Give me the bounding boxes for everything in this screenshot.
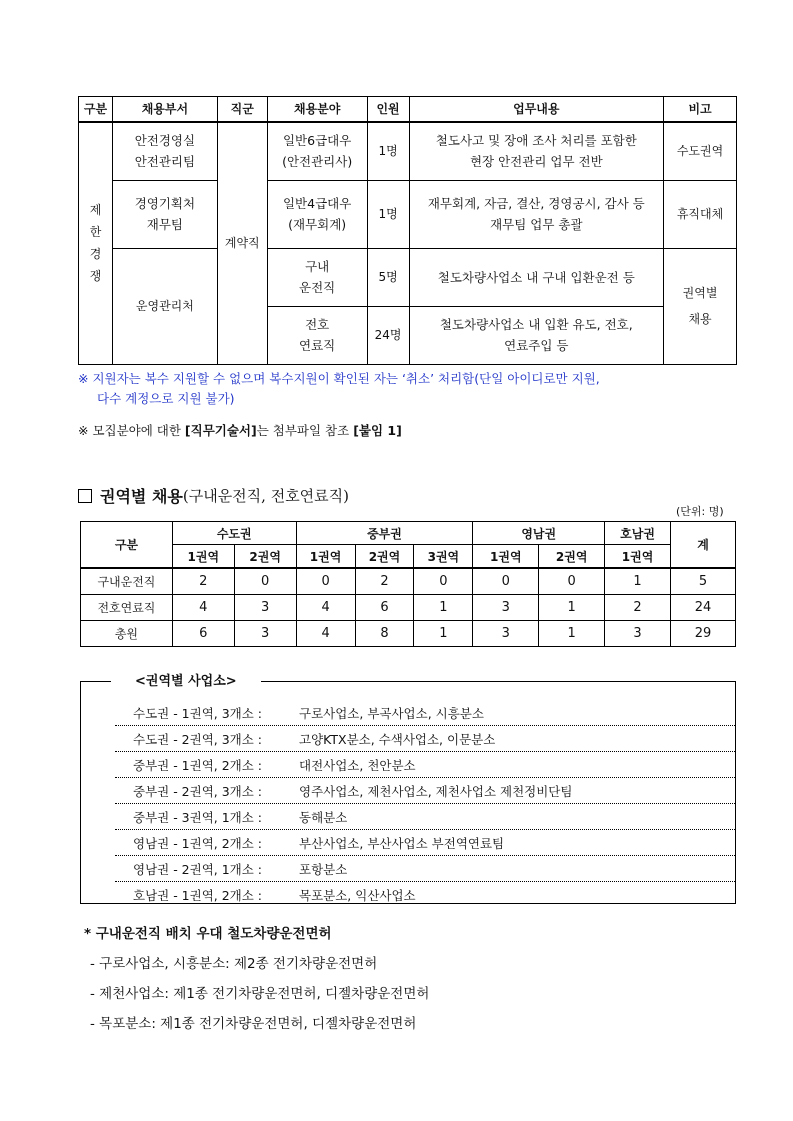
table-cell: 1: [414, 595, 473, 621]
regional-offices-box: [80, 674, 736, 904]
count-cell: 5명: [367, 248, 409, 306]
table-row: [79, 122, 737, 180]
section-title: 권역별 채용 (구내운전직, 전호연료직): [78, 484, 349, 507]
table-cell: 3: [234, 595, 296, 621]
duty-cell: 재무회계, 자금, 결산, 경영공시, 감사 등 재무팀 업무 총괄: [409, 180, 664, 248]
table-cell: 2: [172, 568, 234, 595]
table-cell: 6: [172, 621, 234, 647]
table-cell: 4: [296, 621, 355, 647]
regional-header-row: [81, 522, 736, 545]
field-cell: 전호 연료직: [267, 306, 367, 364]
header-job-group: 직군: [217, 97, 267, 123]
header-total: 계: [671, 522, 736, 569]
license-title: * 구내운전직 배치 우대 철도차량운전면허: [84, 926, 332, 942]
duty-cell: 철도사고 및 장애 조사 처리를 포함한 현장 안전관리 업무 전반: [409, 122, 664, 180]
table-cell: 1: [605, 568, 671, 595]
table-cell: 1: [539, 595, 605, 621]
job-description-note: ※ 모집분야에 대한 [직무기술서]는 첨부파일 참조 [붙임 1]: [78, 423, 402, 438]
list-item: 호남권 - 1권역, 2개소 : 목포분소, 익산사업소: [133, 887, 416, 903]
license-item: - 제천사업소: 제1종 전기차량운전면허, 디젤차량운전면허: [90, 986, 430, 1002]
note-cell: 수도권역: [664, 122, 737, 180]
list-item: 수도권 - 1권역, 3개소 : 구로사업소, 부곡사업소, 시흥분소: [115, 700, 735, 726]
list-item: 수도권 - 2권역, 3개소 : 고양KTX분소, 수색사업소, 이문분소: [115, 726, 735, 752]
header-region: 호남권: [605, 522, 671, 545]
table-cell: 3: [234, 621, 296, 647]
dept-cell: 경영기획처 재무팀: [112, 180, 217, 248]
header-region: 수도권: [172, 522, 296, 545]
table-cell: 0: [473, 568, 539, 595]
header-note: 비고: [664, 97, 737, 123]
job-group-cell: 계약직: [217, 122, 267, 364]
recruitment-header-row: [79, 97, 737, 123]
table-cell: 2: [605, 595, 671, 621]
header-duty: 업무내용: [409, 97, 664, 123]
list-item: 중부권 - 3권역, 1개소 : 동해분소: [115, 804, 735, 830]
list-item: 중부권 - 2권역, 3개소 : 영주사업소, 제천사업소, 제천사업소 제천정비단팀: [115, 778, 735, 804]
duplicate-application-note: ※ 지원자는 복수 지원할 수 없으며 복수지원이 확인된 자는 ‘취소’ 처리함(단일 아이디로만 지원, 다수 계정으로 지원 불가): [78, 371, 600, 406]
license-item: - 구로사업소, 시흥분소: 제2종 전기차량운전면허: [90, 956, 378, 972]
checkbox-square-icon: [78, 489, 92, 503]
table-row: [79, 180, 737, 248]
regional-table: [80, 521, 736, 647]
header-field: 채용분야: [267, 97, 367, 123]
list-item: 중부권 - 1권역, 2개소 : 대전사업소, 천안분소: [115, 752, 735, 778]
count-cell: 1명: [367, 180, 409, 248]
header-subregion: 1권역: [473, 545, 539, 569]
table-row: [81, 568, 736, 595]
list-item: 영남권 - 2권역, 1개소 : 포항분소: [115, 856, 735, 882]
field-cell: 구내 운전직: [267, 248, 367, 306]
row-label: 구내운전직: [81, 568, 173, 595]
table-row: [81, 621, 736, 647]
header-subregion: 1권역: [605, 545, 671, 569]
header-subregion: 2권역: [355, 545, 414, 569]
table-cell: 3: [473, 595, 539, 621]
note-cell: 휴직대체: [664, 180, 737, 248]
table-cell: 8: [355, 621, 414, 647]
table-row: [79, 248, 737, 306]
field-cell: 일반4급대우 (재무회계): [267, 180, 367, 248]
header-dept: 채용부서: [112, 97, 217, 123]
table-cell: 4: [296, 595, 355, 621]
table-cell: 2: [355, 568, 414, 595]
duty-cell: 철도차량사업소 내 입환 유도, 전호, 연료주입 등: [409, 306, 664, 364]
header-subregion: 1권역: [296, 545, 355, 569]
header-subregion: 1권역: [172, 545, 234, 569]
row-label: 총원: [81, 621, 173, 647]
regional-subheader-row: [81, 545, 736, 569]
note-cell: 권역별 채용: [664, 248, 737, 364]
row-total: 29: [671, 621, 736, 647]
category-cell: 제 한 경 쟁: [79, 122, 113, 364]
header-subregion: 2권역: [234, 545, 296, 569]
table-cell: 1: [539, 621, 605, 647]
header-subregion: 3권역: [414, 545, 473, 569]
license-item: - 목포분소: 제1종 전기차량운전면허, 디젤차량운전면허: [90, 1016, 417, 1032]
row-total: 24: [671, 595, 736, 621]
row-label: 전호연료직: [81, 595, 173, 621]
unit-label: (단위: 명): [676, 505, 724, 518]
dept-cell: 운영관리처: [112, 248, 217, 364]
field-cell: 일반6급대우 (안전관리사): [267, 122, 367, 180]
list-item: 영남권 - 1권역, 2개소 : 부산사업소, 부산사업소 부전역연료팀: [115, 830, 735, 856]
count-cell: 1명: [367, 122, 409, 180]
table-cell: 0: [234, 568, 296, 595]
row-total: 5: [671, 568, 736, 595]
count-cell: 24명: [367, 306, 409, 364]
header-region: 중부권: [296, 522, 473, 545]
table-cell: 1: [414, 621, 473, 647]
table-cell: 0: [539, 568, 605, 595]
table-cell: 3: [605, 621, 671, 647]
table-cell: 3: [473, 621, 539, 647]
header-region: 영남권: [473, 522, 605, 545]
header-subregion: 2권역: [539, 545, 605, 569]
offices-title: <권역별 사업소>: [111, 672, 261, 692]
recruitment-table: [78, 96, 737, 365]
table-cell: 0: [414, 568, 473, 595]
table-cell: 4: [172, 595, 234, 621]
duty-cell: 철도차량사업소 내 구내 입환운전 등: [409, 248, 664, 306]
table-cell: 6: [355, 595, 414, 621]
header-count: 인원: [367, 97, 409, 123]
header-category: 구분: [79, 97, 113, 123]
header-category: 구분: [81, 522, 173, 569]
table-cell: 0: [296, 568, 355, 595]
dept-cell: 안전경영실 안전관리팀: [112, 122, 217, 180]
table-row: [81, 595, 736, 621]
